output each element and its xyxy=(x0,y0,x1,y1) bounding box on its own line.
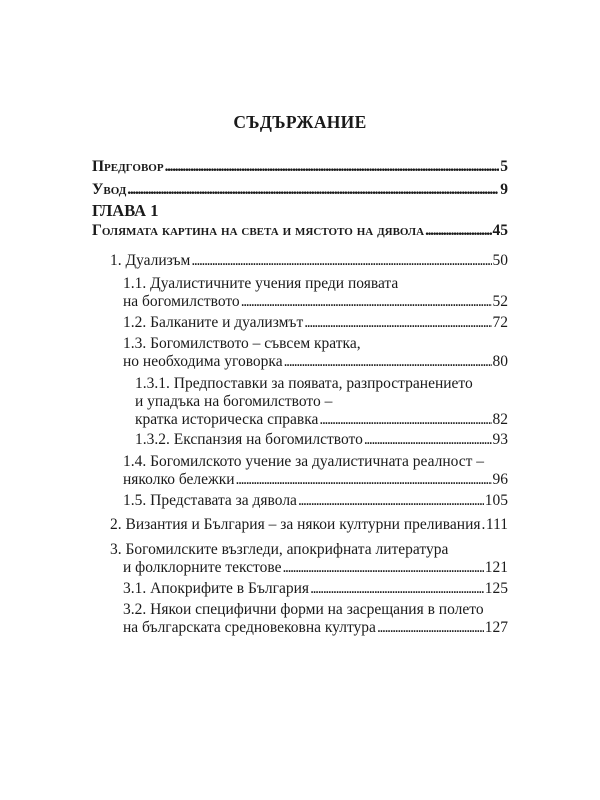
dot-leader xyxy=(304,314,491,332)
toc-entry-3-1[interactable] xyxy=(123,580,508,598)
toc-entry-1-4-line1[interactable]: 1.4. Богомилското учение за дуалистичната реалност – xyxy=(123,453,485,470)
toc-entry-label: Голямата картина на света и мястото на дявола xyxy=(92,222,425,239)
dot-leader xyxy=(482,516,485,534)
toc-page-number: 105 xyxy=(484,492,508,509)
dot-leader xyxy=(165,158,500,176)
toc-entry-1-3-2[interactable] xyxy=(135,431,508,449)
dot-leader xyxy=(425,222,491,240)
toc-page-number: 125 xyxy=(484,580,508,597)
dot-leader xyxy=(298,492,484,510)
toc-entry-label: 1.2. Балканите и дуализмът xyxy=(123,314,304,331)
toc-entry-3-2[interactable] xyxy=(123,619,508,637)
toc-page-number: 111 xyxy=(485,516,508,533)
toc-entry-chapter1[interactable] xyxy=(92,222,508,240)
toc-entry-2[interactable] xyxy=(110,516,508,534)
toc-page-number: 52 xyxy=(492,293,508,310)
toc-entry-1-1-line1[interactable]: 1.1. Дуалистичните учения преди появата xyxy=(123,275,399,292)
dot-leader xyxy=(310,580,484,598)
toc-entry-label: 3.1. Апокрифите в България xyxy=(123,580,310,597)
toc-entry-intro[interactable] xyxy=(92,181,508,199)
dot-leader xyxy=(319,411,491,429)
toc-entry-3-line1[interactable]: 3. Богомилските възгледи, апокрифната литература xyxy=(110,541,449,558)
dot-leader xyxy=(284,353,492,371)
dot-leader xyxy=(236,471,492,489)
dot-leader xyxy=(364,431,492,449)
toc-entry-1-5[interactable] xyxy=(123,492,508,510)
dot-leader xyxy=(241,293,492,311)
toc-page-number: 72 xyxy=(492,314,508,331)
toc-page-number: 45 xyxy=(492,222,508,239)
toc-page-number: 121 xyxy=(484,559,508,576)
toc-entry-label: но необходима уговорка xyxy=(123,353,283,370)
toc-entry-label: 2. Византия и България – за някои културни преливания xyxy=(110,516,481,533)
dot-leader xyxy=(127,181,499,199)
toc-entry-label: 1.5. Представата за дявола xyxy=(123,492,297,509)
dot-leader xyxy=(282,559,483,577)
toc-entry-1-3-1-line2[interactable]: и упадъка на богомилството – xyxy=(135,393,333,410)
page-title: СЪДЪРЖАНИЕ xyxy=(233,112,367,132)
toc-entry-label: на богомилството xyxy=(123,293,240,310)
toc-entry-label: кратка историческа справка xyxy=(135,411,319,428)
toc-entry-label: 1. Дуализъм xyxy=(110,252,191,269)
toc-entry-1-1[interactable] xyxy=(123,293,508,311)
toc-page-number: 82 xyxy=(492,411,508,428)
toc-entry-label: Увод xyxy=(92,181,127,198)
chapter-heading: ГЛАВА 1 xyxy=(92,201,159,220)
toc-entry-3-2-line1[interactable]: 3.2. Някои специфични форми на засрещания в полето xyxy=(123,601,484,618)
toc-entry-label: 1.3.2. Експанзия на богомилството xyxy=(135,431,363,448)
toc-page-number: 9 xyxy=(500,181,508,198)
toc-entry-1-3-1-line1[interactable]: 1.3.1. Предпоставки за появата, разпространението xyxy=(135,375,473,392)
toc-entry-3[interactable] xyxy=(123,559,508,577)
toc-page-number: 5 xyxy=(500,158,508,175)
toc-entry-preface[interactable] xyxy=(92,158,508,176)
dot-leader xyxy=(377,619,484,637)
toc-entry-1-3-line1[interactable]: 1.3. Богомилството – съвсем кратка, xyxy=(123,335,361,352)
toc-page-number: 127 xyxy=(484,619,508,636)
toc-entry-1-3-1[interactable] xyxy=(135,411,508,429)
toc-page-number: 96 xyxy=(492,471,508,488)
toc-page-number: 93 xyxy=(492,431,508,448)
toc-entry-1-2[interactable] xyxy=(123,314,508,332)
toc-entry-1-3[interactable] xyxy=(123,353,508,371)
toc-entry-1[interactable] xyxy=(110,252,508,270)
toc-entry-label: Предговор xyxy=(92,158,164,175)
toc-entry-label: няколко бележки xyxy=(123,471,235,488)
toc-entry-label: на българската средновековна култура xyxy=(123,619,376,636)
toc-entry-1-4[interactable] xyxy=(123,471,508,489)
toc-page-number: 80 xyxy=(492,353,508,370)
dot-leader xyxy=(191,252,491,270)
toc-page-number: 50 xyxy=(492,252,508,269)
toc-entry-label: и фолклорните текстове xyxy=(123,559,282,576)
